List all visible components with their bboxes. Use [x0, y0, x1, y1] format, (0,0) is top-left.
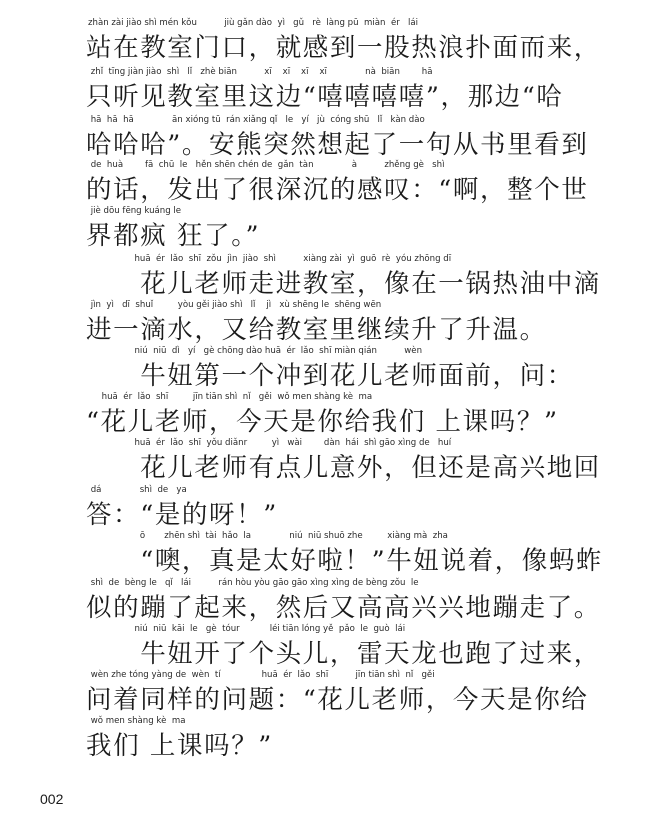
chinese-line: 只听见教室里这边“嘻嘻嘻嘻”，那边“哈: [86, 82, 564, 112]
text-line-6: [0, 254, 658, 306]
chinese-line: 答：“是的呀！”: [86, 500, 278, 530]
pinyin-line: hā hā hā ān xióng tū rán xiǎng qǐ le yí jù cóng shū lǐ kàn dào: [88, 115, 425, 125]
page-number: 002: [40, 791, 64, 807]
chinese-line: 花儿老师有点儿意外，但还是高兴地回: [86, 453, 601, 483]
text-line-16: [0, 716, 658, 768]
text-line-4: [0, 160, 658, 212]
text-line-15: [0, 670, 658, 722]
pinyin-line: huā ér lǎo shī jīn tiān shì nǐ gěi wǒ men shàng kè ma: [88, 392, 373, 402]
chinese-line: “花儿老师，今天是你给我们 上课吗？”: [86, 407, 559, 437]
pinyin-line: wǒ men shàng kè ma: [88, 716, 186, 726]
chinese-line: 哈哈哈”。安熊突然想起了一句从书里看到: [86, 130, 589, 160]
text-line-12: [0, 531, 658, 583]
text-line-9: [0, 392, 658, 444]
chinese-line: 似的蹦了起来，然后又高高兴兴地蹦走了。: [86, 593, 601, 623]
text-line-2: [0, 67, 658, 119]
text-line-8: [0, 346, 658, 398]
pinyin-line: dá shì de ya: [88, 485, 187, 495]
chinese-line: 问着同样的问题：“花儿老师，今天是你给: [86, 685, 589, 715]
chinese-line: 站在教室门口，就感到一股热浪扑面而来，: [86, 33, 601, 63]
chinese-line: 进一滴水，又给教室里继续升了升温。: [86, 315, 547, 345]
pinyin-line: huā ér lǎo shī yǒu diǎnr yì wài dàn hái shì gāo xìng de huí: [88, 438, 452, 448]
text-line-10: [0, 438, 658, 490]
chinese-line: 花儿老师走进教室，像在一锅热油中滴: [86, 269, 601, 299]
pinyin-line: huā ér lǎo shī zǒu jìn jiào shì xiàng zài yì guō rè yóu zhōng dī: [88, 254, 452, 264]
chinese-line: “噢，真是太好啦！”牛妞说着，像蚂蚱: [86, 546, 604, 576]
text-line-1: [0, 18, 658, 70]
pinyin-line: zhàn zài jiào shì mén kǒu jiù gǎn dào yì gǔ rè làng pū miàn ér lái: [88, 18, 419, 28]
chinese-line: 我们 上课吗？”: [86, 731, 273, 761]
chinese-line: 界都疯 狂了。”: [86, 221, 261, 251]
pinyin-line: ō zhēn shì tài hǎo la niú niū shuō zhe xiàng mà zha: [88, 531, 448, 541]
text-line-11: [0, 485, 658, 537]
pinyin-line: wèn zhe tóng yàng de wèn tí huā ér lǎo shī jīn tiān shì nǐ gěi: [88, 670, 435, 680]
pinyin-line: niú niū dì yí gè chōng dào huā ér lǎo shī miàn qián wèn: [88, 346, 423, 356]
text-line-13: [0, 578, 658, 630]
chinese-line: 牛妞第一个冲到花儿老师面前，问：: [86, 361, 574, 391]
text-line-7: [0, 300, 658, 352]
text-line-14: [0, 624, 658, 676]
pinyin-line: niú niū kāi le gè tóur léi tiān lóng yě pǎo le guò lái: [88, 624, 406, 634]
chinese-line: 牛妞开了个头儿，雷天龙也跑了过来，: [86, 639, 601, 669]
pinyin-line: shì de bèng le qǐ lái rán hòu yòu gāo gāo xìng xìng de bèng zǒu le: [88, 578, 419, 588]
pinyin-line: zhǐ tīng jiàn jiào shì lǐ zhè biān xī xī xī xī nà biān hā: [88, 67, 433, 77]
pinyin-line: de huà fā chū le hěn shēn chén de gǎn tàn à zhěng gè shì: [88, 160, 445, 170]
pinyin-line: jìn yì dī shuǐ yòu gěi jiào shì lǐ jì xù shēng le shēng wēn: [88, 300, 382, 310]
text-line-5: [0, 206, 658, 258]
chinese-line: 的话，发出了很深沉的感叹：“啊，整个世: [86, 175, 589, 205]
pinyin-line: jiè dōu fēng kuáng le: [88, 206, 182, 216]
